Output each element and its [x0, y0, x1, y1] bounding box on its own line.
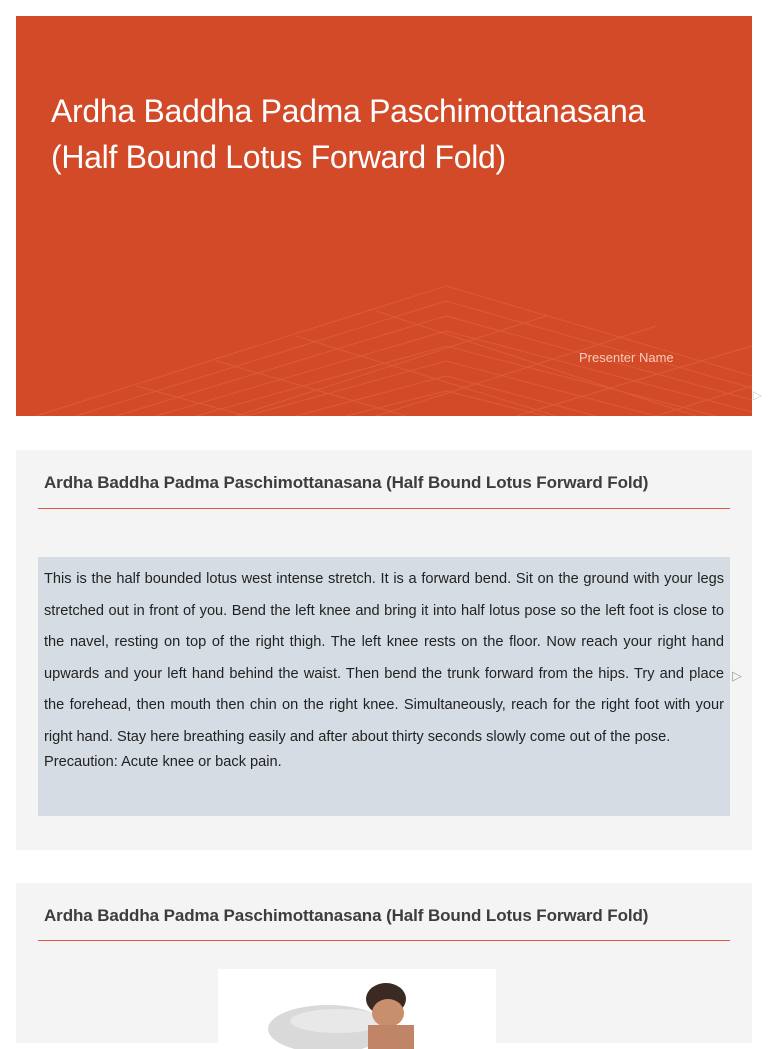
- pose-photo: [218, 969, 496, 1049]
- slide-heading: Ardha Baddha Padma Paschimottanasana (Half Bound Lotus Forward Fold): [44, 473, 649, 492]
- title-line-2: (Half Bound Lotus Forward Fold): [51, 139, 506, 175]
- heading-divider: [38, 940, 730, 941]
- presentation-title: [51, 88, 731, 180]
- text-box: [38, 557, 730, 816]
- image-slide: [16, 883, 752, 1043]
- pose-photo-illustration: [218, 969, 496, 1049]
- chevron-right-icon[interactable]: ▷: [732, 668, 742, 683]
- presenter-name: Presenter Name: [579, 350, 674, 365]
- slide-heading: Ardha Baddha Padma Paschimottanasana (Half Bound Lotus Forward Fold): [44, 906, 649, 925]
- heading-divider: [38, 508, 730, 509]
- content-slide: [16, 450, 752, 850]
- pose-description: This is the half bounded lotus west intense stretch. It is a forward bend. Sit on the ground with your legs stretched out in front of you. Bend the left knee and bring it into half lotus pose so the left foot is close to the navel, resting on top of the right thigh. The left knee rests on the floor. Now reach your right hand upwards and your left hand behind the waist. Then bend the trunk forward from the hips. Try and place the forehead, then mouth then chin on the right knee. Simultaneously, reach for the right foot with your right hand. Stay here breathing easily and after about thirty seconds slowly come out of the pose.: [44, 571, 724, 745]
- title-slide: [16, 16, 752, 416]
- title-line-1: Ardha Baddha Padma Paschimottanasana: [51, 93, 646, 129]
- chevron-right-icon[interactable]: ▷: [752, 388, 762, 402]
- precaution-text: Precaution: Acute knee or back pain.: [44, 753, 282, 770]
